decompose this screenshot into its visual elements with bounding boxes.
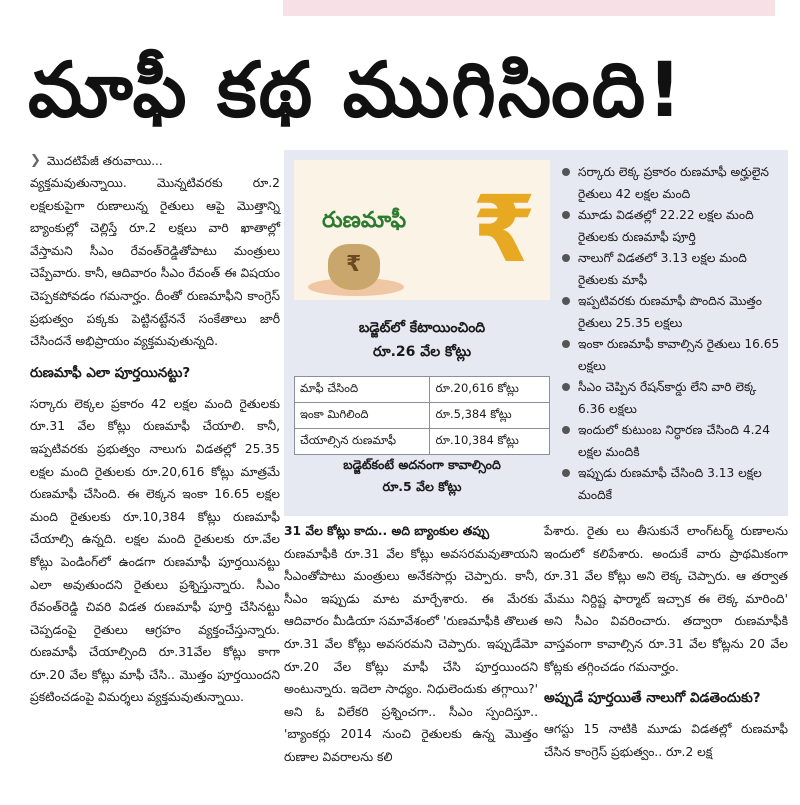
budget-footnote	[294, 454, 550, 498]
table-row	[295, 403, 550, 429]
list-item-text: ఇంకా రుణమాఫీ కావాల్సిన రైతులు 16.65 లక్షలు	[578, 337, 780, 373]
top-banner-box	[283, 0, 775, 16]
column-1	[30, 150, 280, 709]
bullet-icon	[562, 340, 570, 348]
column-2	[284, 520, 538, 769]
list-item	[560, 162, 784, 205]
rupee-icon: ₹	[472, 176, 537, 283]
list-item-text: ఇప్పుడు రుణమాఫీ చేసింది 3.13 లక్షల మందికే	[578, 466, 762, 502]
list-item	[560, 377, 784, 420]
list-item	[560, 334, 784, 377]
list-item	[560, 463, 784, 506]
top-strip	[0, 0, 800, 22]
bullet-icon	[562, 211, 570, 219]
table-cell-label: ఇంకా మిగిలింది	[295, 403, 430, 429]
page-headline: మాఫీ కథ ముగిసింది!	[28, 45, 684, 134]
loan-waiver-graphic	[294, 160, 550, 300]
list-item-text: సర్కారు లెక్క ప్రకారం రుణమాఫీ అర్హులైన రైతులు 42 లక్షల మంది	[578, 165, 769, 201]
list-item	[560, 291, 784, 334]
table-row	[295, 429, 550, 455]
paragraph: సర్కారు లెక్కల ప్రకారం 42 లక్షల మంది రైతులకు రూ.31 వేల కోట్లు రుణమాఫీ చేయాలి. కానీ, ఇప్పటివరకు ప్రభుత్వం నాలుగు విడతల్లో 25.35 లక్షల మంది రైతులకు రూ.20,616 కోట్లు మాత్రమే రుణమాఫీ చేసింది. ఈ లెక్కన ఇంకా 16.65 లక్షల మంది రైతులకు రూ.10,384 కోట్లు రుణమాఫీ చేయాల్సి ఉన్నది. లక్షల మంది రైతులకు రూ.వేల కోట్లు పెండింగ్‌లో ఉండగా రుణమాఫీ పూర్తయినట్టు ఎలా అవుతుందని రైతులు ప్రశ్నిస్తున్నారు. సీఎం రేవంత్‌రెడ్డి చివరి విడత రుణమాఫీ పూర్తి చేసినట్టు చెప్పడంపై రైతులు ఆగ్రహం వ్యక్తంచేస్తున్నారు. రుణమాఫీ చేయాల్సింది రూ.31వేల కోట్లు కాగా రూ.20 వేల కోట్లు మాఫీ చేసి.. మొత్తం పూర్తయిందని ప్రకటించడంపై విమర్శలు వ్యక్తమవుతున్నాయి.	[30, 396, 280, 705]
paragraph: పేశారు. రైతు లు తీసుకునే లాంగ్‌టర్మ్ రుణాలను ఇందులో కలిపేశారు. అందుకే వారు ప్రాథమికంగా రూ.31 వేల కోట్లు అని లెక్క చెప్పారు. ఆ తర్వాత మేము నిర్దిష్ట ఫార్మాట్ ఇచ్చాక ఈ లెక్క మారింది' అని సీఎం వివరించారు. తద్వారా రుణమాఫీకి వాస్తవంగా కావాల్సిన రూ.31 వేల కోట్లను 20 వేల కోట్లకు తగ్గించడం గమనార్హం.	[544, 524, 788, 674]
graphic-label: రుణమాఫీ	[322, 208, 407, 233]
paragraph: రుణమాఫీకి రూ.31 వేల కోట్లు అవసరమవుతాయని సీఎంతోపాటు మంత్రులు అనేకసార్లు చెప్పారు. కానీ, సీఎం ఇప్పుడు మాట మార్చేశారు. ఈ మేరకు ఆదివారం మీడియా సమావేశంలో 'రుణమాఫీకి తొలుత రూ.31 వేల కోట్లు అవసరమని చెప్పారు. ఇప్పుడేమో రూ.20 వేల కోట్లు మాఫీ చేసి పూర్తయిందని అంటున్నారు. ఇదెలా సాధ్యం. నిధులెందుకు తగ్గాయి?' అని ఓ విలేకరి ప్రశ్నించగా.. సీఎం స్పందిస్తూ.. 'బ్యాంకర్లు 2014 నుంచి రైతులకు ఉన్న మొత్తం రుణాల వివరాలను కలి	[284, 546, 538, 764]
budget-title-amount: రూ.26 వేల కోట్లు	[372, 344, 472, 360]
money-bag-symbol: ₹	[346, 252, 362, 277]
budget-footnote-line: బడ్జెట్‌కంటే అదనంగా కావాల్సింది	[343, 457, 501, 472]
list-item-text: మూడు విడతల్లో 22.22 లక్షల మంది రైతులకు రుణమాఫీ పూర్తి	[578, 208, 754, 244]
budget-title-line: బడ్జెట్‌లో కేటాయించింది	[358, 320, 486, 336]
section-heading: రుణమాఫీ ఎలా పూర్తయినట్టు?	[30, 364, 191, 381]
chevron-right-icon: ❯	[30, 153, 41, 168]
continuation-line	[30, 150, 280, 172]
bullet-icon	[562, 383, 570, 391]
bullet-icon	[562, 168, 570, 176]
table-row	[295, 377, 550, 403]
list-item	[560, 205, 784, 248]
budget-title	[294, 316, 550, 364]
paragraph: ఆగస్టు 15 నాటికి మూడు విడతల్లో రుణమాఫీ చేసిన కాంగ్రెస్ ప్రభుత్వం.. రూ.2 లక్ష	[544, 722, 788, 759]
paragraph: వ్యక్తమవుతున్నాయి. మొన్నటివరకు రూ.2 లక్షలకుపైగా రుణాలున్న రైతులు ఆపై మొత్తాన్ని బ్యాంకుల్లో చెల్లిస్తే రూ.2 లక్షలు వారి ఖాతాల్లో వేస్తామని సీఎం రేవంత్‌రెడ్డితోపాటు మంత్రులు చెప్పేవారు. కానీ, ఆదివారం సీఎం రేవంత్ ఈ విషయం చెప్పకపోవడం గమనార్హం. దీంతో రుణమాఫీని కాంగ్రెస్ ప్రభుత్వం పక్కకు పెట్టినట్టేననే సంకేతాలు జారీ చేసిందనే అభిప్రాయం వ్యక్తమవుతున్నది.	[30, 176, 280, 349]
list-item-text: ఇందులో కుటుంబ నిర్ధారణ చేసింది 4.24 లక్షల మందికి	[578, 423, 770, 459]
list-item-text: ఇప్పటివరకు రుణమాఫీ పొందిన మొత్తం రైతులు 25.35 లక్షలు	[578, 294, 762, 330]
fact-list	[560, 162, 784, 506]
table-cell-value: రూ.5,384 కోట్లు	[430, 403, 550, 429]
table-cell-label: చేయాల్సిన రుణమాఫీ	[295, 429, 430, 455]
column-3	[544, 520, 788, 763]
table-cell-value: రూ.10,384 కోట్లు	[430, 429, 550, 455]
column-lead-line: 31 వేల కోట్లు కాదు.. అది బ్యాంకుల తప్పు	[284, 524, 490, 538]
bullet-icon	[562, 426, 570, 434]
table-cell-label: మాఫీ చేసింది	[295, 377, 430, 403]
info-box	[284, 150, 788, 516]
continuation-label: మొదటిపేజీ తరువాయి...	[46, 154, 163, 168]
bullet-icon	[562, 254, 570, 262]
list-item	[560, 248, 784, 291]
list-item-text: నాలుగో విడతలో 3.13 లక్షల మంది రైతులకు మాఫీ	[578, 251, 747, 287]
list-item	[560, 420, 784, 463]
budget-table	[294, 376, 550, 455]
section-heading: అప్పుడే పూర్తయితే నాలుగో విడతెందుకు?	[544, 690, 761, 707]
list-item-text: సీఎం చెప్పిన రేషన్‌కార్డు లేని వారి లెక్క 6.36 లక్షలు	[578, 380, 757, 416]
bullet-icon	[562, 297, 570, 305]
bullet-icon	[562, 469, 570, 477]
budget-footnote-amount: రూ.5 వేల కోట్లు	[382, 479, 462, 494]
table-cell-value: రూ.20,616 కోట్లు	[430, 377, 550, 403]
